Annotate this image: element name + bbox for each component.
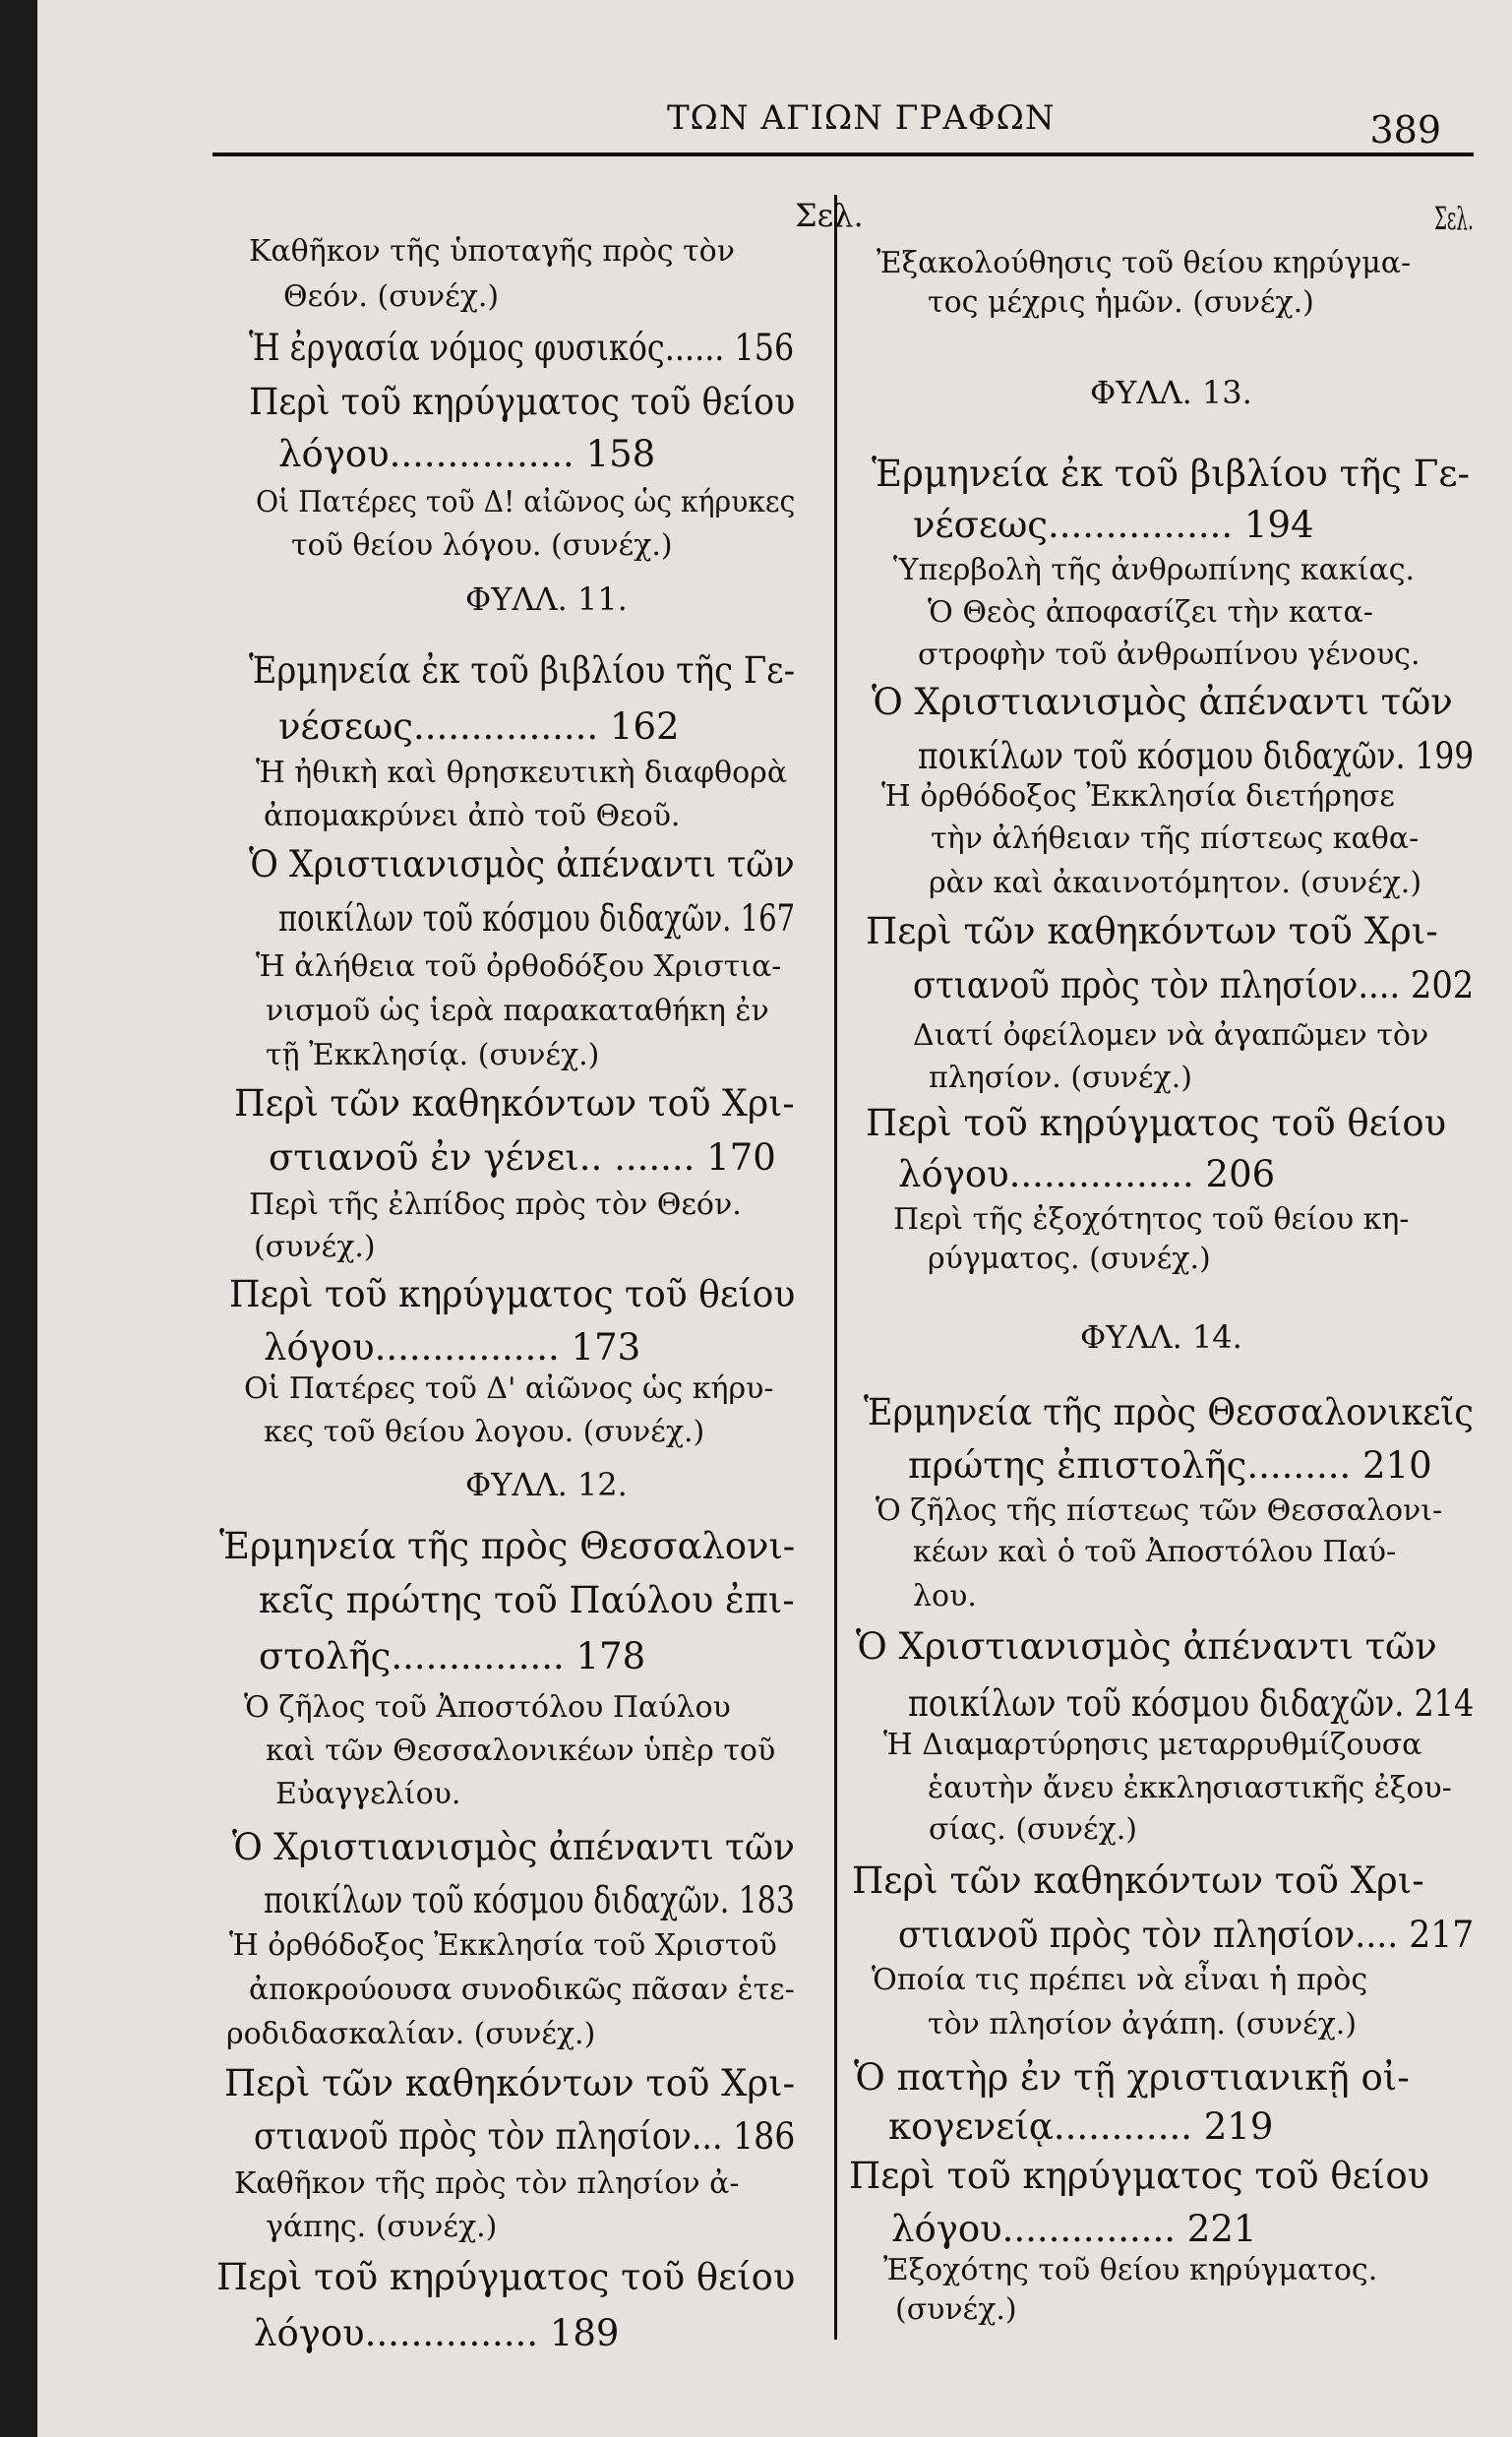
right-toc-line: πρώτης ἐπιστολῆς......... 210 xyxy=(908,1444,1432,1487)
left-toc-line: ἀπομακρύνει ἀπὸ τοῦ Θεοῦ. xyxy=(264,799,681,833)
left-toc-line: ἀποκρούουσα συνοδικῶς πᾶσαν ἑτε- xyxy=(249,1973,795,2007)
right-toc-line: Ὁ Θεὸς ἀποφασίζει τὴν κατα- xyxy=(928,595,1373,630)
left-toc-line: (συνέχ.) xyxy=(254,1230,376,1264)
right-toc-line: ποικίλων τοῦ κόσμου διδαχῶν. 214 xyxy=(908,1682,1475,1725)
left-toc-line: Ἑρμηνεία τῆς πρὸς Θεσσαλονι- xyxy=(219,1525,796,1567)
right-toc-line: Ὁ πατὴρ ἐν τῇ χριστιανικῇ οἰ- xyxy=(854,2056,1410,2099)
right-toc-line: στιανοῦ πρὸς τὸν πλησίον.... 217 xyxy=(898,1914,1475,1956)
left-section-heading: ΦΥΛΛ. 11. xyxy=(465,580,628,618)
left-toc-line: λόγου............... 189 xyxy=(254,2312,620,2354)
left-toc-line: Οἱ Πατέρες τοῦ Δ! αἰῶνος ὡς κήρυκες xyxy=(256,485,796,519)
right-section-heading: ΦΥΛΛ. 13. xyxy=(1090,374,1252,411)
left-toc-line: Περὶ τῆς ἐλπίδος πρὸς τὸν Θεόν. xyxy=(249,1188,742,1222)
right-toc-line: Ἑρμηνεία τῆς πρὸς Θεσσαλονικεῖς xyxy=(864,1391,1474,1433)
right-page-col-label: Σελ. xyxy=(1434,200,1474,237)
right-toc-line: στροφὴν τοῦ ἀνθρωπίνου γένους. xyxy=(918,638,1421,672)
left-toc-line: νισμοῦ ὡς ἱερὰ παρακαταθήκη ἐν xyxy=(266,994,769,1028)
left-toc-line: Περὶ τοῦ κηρύγματος τοῦ θείου xyxy=(249,381,796,423)
left-page-col-label: Σελ. xyxy=(795,197,864,234)
right-toc-line: Ἐξοχότης τοῦ θείου κηρύγματος. xyxy=(883,2253,1378,2287)
left-toc-line: Καθῆκον τῆς ὑποταγῆς πρὸς τὸν xyxy=(249,234,735,269)
left-toc-line: νέσεως................ 162 xyxy=(278,705,680,748)
right-toc-line: Ὁ ζῆλος τῆς πίστεως τῶν Θεσσαλονι- xyxy=(876,1493,1443,1528)
left-toc-line: στολῆς............... 178 xyxy=(259,1635,646,1677)
right-toc-line: Διατί ὀφείλομεν νὰ ἀγαπῶμεν τὸν xyxy=(913,1018,1429,1053)
left-toc-line: Περὶ τοῦ κηρύγματος τοῦ θείου xyxy=(216,2256,796,2298)
left-toc-line: στιανοῦ πρὸς τὸν πλησίον... 186 xyxy=(254,2115,796,2158)
right-toc-line: Ὁποία τις πρέπει νὰ εἶναι ἡ πρὸς xyxy=(872,1963,1368,1997)
left-toc-line: Ἡ ὀρθόδοξος Ἐκκλησία τοῦ Χριστοῦ xyxy=(229,1928,777,1963)
left-toc-line: κεῖς πρώτης τοῦ Παύλου ἐπι- xyxy=(259,1579,795,1621)
column-divider xyxy=(834,195,837,2340)
right-toc-line: (συνέχ.) xyxy=(895,2292,1017,2327)
right-toc-line: πλησίον. (συνέχ.) xyxy=(929,1061,1192,1095)
left-toc-line: ποικίλων τοῦ κόσμου διδαχῶν. 183 xyxy=(264,1879,795,1921)
left-section-heading: ΦΥΛΛ. 12. xyxy=(465,1466,628,1503)
right-toc-line: Ἐξακολούθησις τοῦ θείου κηρύγμα- xyxy=(877,246,1412,280)
left-toc-line: τοῦ θείου λόγου. (συνέχ.) xyxy=(291,528,673,563)
left-toc-line: καὶ τῶν Θεσσαλονικέων ὑπὲρ τοῦ xyxy=(266,1734,776,1768)
left-toc-line: Οἱ Πατέρες τοῦ Δ' αἰῶνος ὡς κήρυ- xyxy=(244,1371,774,1406)
right-toc-line: τὴν ἀλήθειαν τῆς πίστεως καθα- xyxy=(931,822,1420,856)
left-toc-line: Καθῆκον τῆς πρὸς τὸν πλησίον ἀ- xyxy=(234,2166,740,2201)
left-toc-line: λόγου................ 158 xyxy=(278,433,656,475)
right-toc-line: Περὶ τῆς ἐξοχότητος τοῦ θείου κη- xyxy=(893,1202,1410,1237)
right-toc-line: Περὶ τοῦ κηρύγματος τοῦ θείου xyxy=(849,2155,1430,2197)
left-toc-line: Ἡ ἠθικὴ καὶ θρησκευτικὴ διαφθορὰ xyxy=(256,756,788,790)
right-toc-line: στιανοῦ πρὸς τὸν πλησίον.... 202 xyxy=(913,964,1475,1006)
right-toc-line: τὸν πλησίον ἀγάπη. (συνέχ.) xyxy=(928,2007,1358,2041)
left-toc-line: λόγου................ 173 xyxy=(264,1326,641,1369)
left-toc-line: στιανοῦ ἐν γένει.. ....... 170 xyxy=(269,1136,776,1179)
right-toc-line: ρύγματος. (συνέχ.) xyxy=(928,1242,1211,1276)
left-toc-line: Ὁ Χριστιανισμὸς ἀπέναντι τῶν xyxy=(232,1826,795,1868)
right-toc-line: ρὰν καὶ ἀκαινοτόμητον. (συνέχ.) xyxy=(929,866,1422,900)
left-toc-line: Περὶ τοῦ κηρύγματος τοῦ θείου xyxy=(229,1273,796,1315)
header-rule xyxy=(212,152,1474,156)
right-toc-line: ποικίλων τοῦ κόσμου διδαχῶν. 199 xyxy=(918,735,1475,777)
left-toc-line: ροδιδασκαλίαν. (συνέχ.) xyxy=(226,2017,596,2051)
right-toc-line: Περὶ τῶν καθηκόντων τοῦ Χρι- xyxy=(852,1859,1424,1902)
left-toc-line: κες τοῦ θείου λογου. (συνέχ.) xyxy=(264,1415,705,1449)
right-toc-line: Ὁ Χριστιανισμὸς ἀπέναντι τῶν xyxy=(872,681,1453,723)
right-toc-line: Περὶ τοῦ κηρύγματος τοῦ θείου xyxy=(866,1102,1447,1144)
right-toc-line: κογενείᾳ............ 219 xyxy=(888,2105,1274,2148)
left-toc-line: Εὐαγγελίου. xyxy=(275,1777,461,1811)
right-toc-line: κέων καὶ ὁ τοῦ Ἀποστόλου Παύ- xyxy=(913,1535,1397,1569)
right-toc-line: Ὁ Χριστιανισμὸς ἀπέναντι τῶν xyxy=(856,1625,1437,1668)
right-toc-line: Ἡ Διαμαρτύρησις μεταρρυθμίζουσα xyxy=(883,1728,1422,1762)
right-toc-line: σίας. (συνέχ.) xyxy=(929,1812,1137,1847)
right-section-heading: ΦΥΛΛ. 14. xyxy=(1080,1318,1242,1356)
left-toc-line: Ὁ ζῆλος τοῦ Ἀποστόλου Παύλου xyxy=(244,1690,731,1725)
right-toc-line: λόγου............... 221 xyxy=(891,2208,1257,2250)
right-toc-line: Περὶ τῶν καθηκόντων τοῦ Χρι- xyxy=(866,910,1438,952)
left-toc-line: Περὶ τῶν καθηκόντων τοῦ Χρι- xyxy=(234,1082,795,1125)
right-toc-line: ἑαυτὴν ἄνευ ἐκκλησιαστικῆς ἐξου- xyxy=(928,1771,1452,1805)
left-toc-line: Θεόν. (συνέχ.) xyxy=(283,279,500,314)
running-header: ΤΩΝ ΑΓΙΩΝ ΓΡΑΦΩΝ xyxy=(667,98,1056,138)
left-toc-line: Ὁ Χριστιανισμὸς ἀπέναντι τῶν xyxy=(249,843,795,885)
left-toc-line: τῇ Ἐκκλησίᾳ. (συνέχ.) xyxy=(266,1038,600,1072)
right-toc-line: νέσεως................ 194 xyxy=(913,504,1314,546)
right-toc-line: Ὑπερβολὴ τῆς ἀνθρωπίνης κακίας. xyxy=(893,553,1416,587)
left-toc-line: ποικίλων τοῦ κόσμου διδαχῶν. 167 xyxy=(278,897,796,940)
right-toc-line: λόγου................ 206 xyxy=(898,1153,1276,1195)
left-toc-line: Περὶ τῶν καθηκόντων τοῦ Χρι- xyxy=(224,2062,796,2104)
right-toc-line: λου. xyxy=(913,1579,977,1614)
right-toc-line: Ἑρμηνεία ἐκ τοῦ βιβλίου τῆς Γε- xyxy=(872,453,1470,495)
left-toc-line: γάπης. (συνέχ.) xyxy=(266,2210,498,2244)
left-toc-line: Ἡ ἐργασία νόμος φυσικός...... 156 xyxy=(249,327,795,369)
right-toc-line: τος μέχρις ἡμῶν. (συνέχ.) xyxy=(928,285,1314,320)
left-toc-line: Ἡ ἀλήθεια τοῦ ὀρθοδόξου Χριστια- xyxy=(256,949,782,984)
book-page xyxy=(37,0,1512,2437)
page-number: 389 xyxy=(1369,108,1441,152)
right-toc-line: Ἡ ὀρθόδοξος Ἐκκλησία διετήρησε xyxy=(881,779,1395,814)
left-toc-line: Ἑρμηνεία ἐκ τοῦ βιβλίου τῆς Γε- xyxy=(249,649,796,692)
